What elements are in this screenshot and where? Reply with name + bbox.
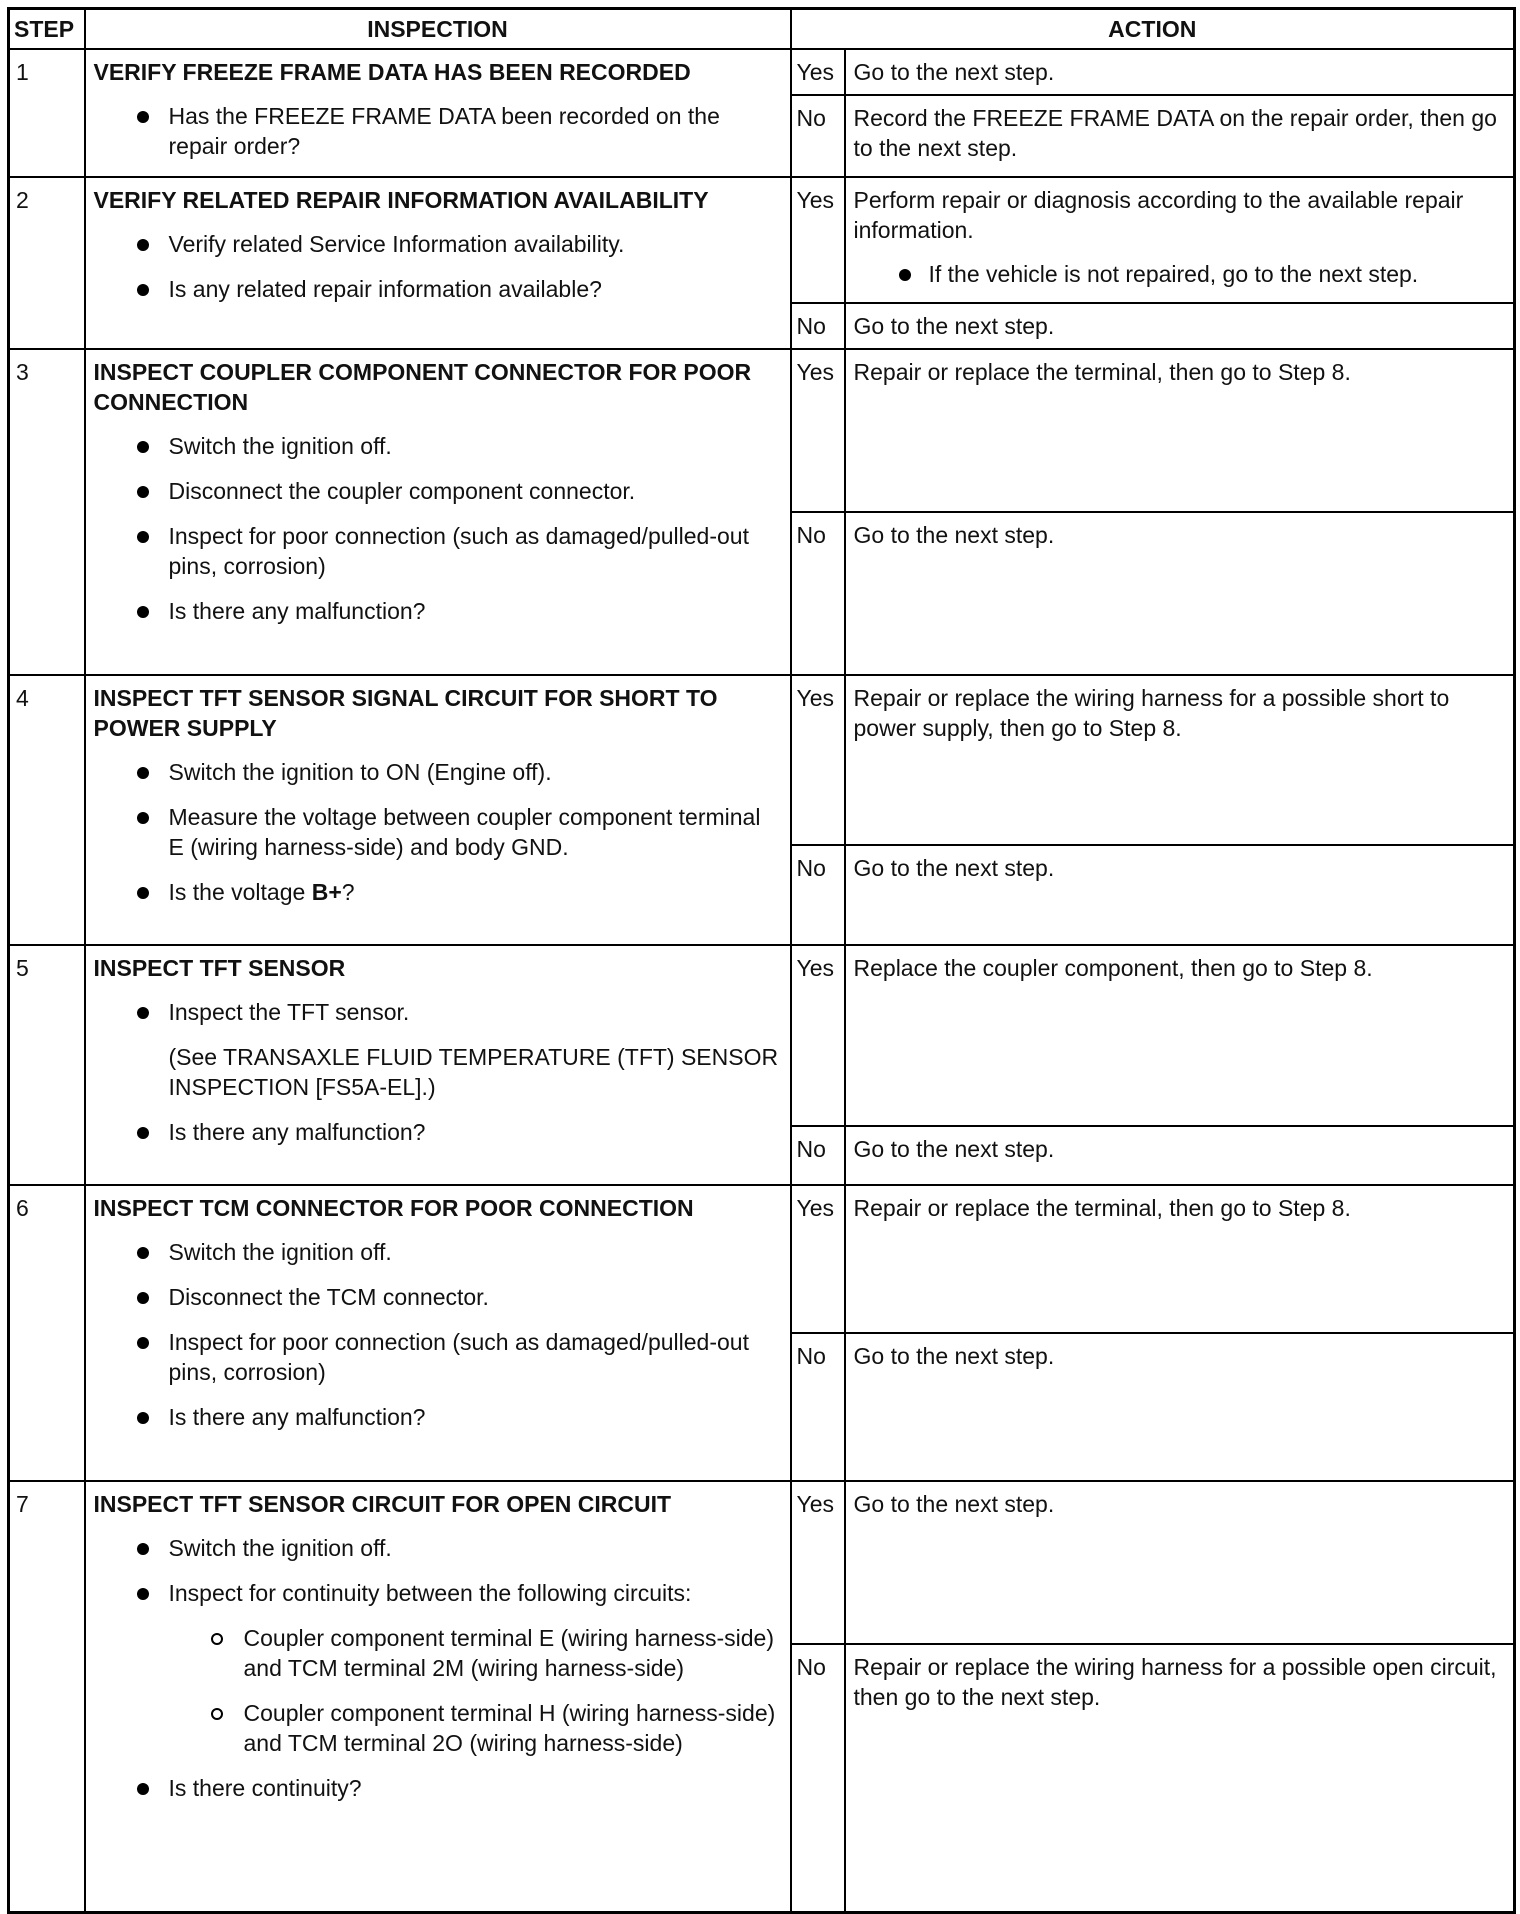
no-label: No xyxy=(791,512,845,675)
diagnostic-procedure-table-wrapper xyxy=(7,7,1513,1903)
yes-label: Yes xyxy=(791,349,845,512)
step-4-yes-row xyxy=(9,675,1515,845)
bullet-item: Has the FREEZE FRAME DATA been recorded on the repair order? xyxy=(94,101,782,161)
no-action: Go to the next step. xyxy=(845,1333,1515,1481)
no-label: No xyxy=(791,303,845,349)
step-title: VERIFY RELATED REPAIR INFORMATION AVAILABILITY xyxy=(93,187,709,213)
yes-label: Yes xyxy=(791,1185,845,1333)
step-inspection-cell xyxy=(85,1481,791,1912)
no-label: No xyxy=(791,845,845,945)
bullet-item: Disconnect the TCM connector. xyxy=(94,1282,782,1312)
sub-bullet-item: Coupler component terminal H (wiring harness-side) and TCM terminal 2O (wiring harness-side) xyxy=(94,1698,782,1758)
step-5-yes-row xyxy=(9,945,1515,1126)
step-3-yes-row xyxy=(9,349,1515,512)
bullet-item: Is there any malfunction? xyxy=(94,1402,782,1432)
step-inspection-cell xyxy=(85,945,791,1185)
step-number: 6 xyxy=(9,1185,85,1481)
step-inspection-cell xyxy=(85,177,791,349)
no-action: Repair or replace the wiring harness for a possible open circuit, then go to the next step. xyxy=(845,1644,1515,1912)
step-number: 7 xyxy=(9,1481,85,1912)
step-6-yes-row xyxy=(9,1185,1515,1333)
no-label: No xyxy=(791,1333,845,1481)
yes-action-cell xyxy=(845,177,1515,303)
action-bullet-item: If the vehicle is not repaired, go to the next step. xyxy=(854,259,1506,289)
bullet-item: Inspect for poor connection (such as damaged/pulled-out pins, corrosion) xyxy=(94,521,782,581)
step-inspection-cell xyxy=(85,349,791,675)
no-action: Go to the next step. xyxy=(845,1126,1515,1185)
step-inspection-cell xyxy=(85,675,791,945)
no-label: No xyxy=(791,1644,845,1912)
step-title: INSPECT TFT SENSOR xyxy=(93,955,346,981)
header-row xyxy=(9,9,1515,50)
step-inspection-cell xyxy=(85,1185,791,1481)
bullet-item: Inspect for poor connection (such as damaged/pulled-out pins, corrosion) xyxy=(94,1327,782,1387)
bullet-item: Switch the ignition to ON (Engine off). xyxy=(94,757,782,787)
sub-bullet-item: Coupler component terminal E (wiring harness-side) and TCM terminal 2M (wiring harness-side) xyxy=(94,1623,782,1683)
yes-action: Repair or replace the wiring harness for a possible short to power supply, then go to Step 8. xyxy=(845,675,1515,845)
bullet-item: Switch the ignition off. xyxy=(94,1237,782,1267)
step-title: INSPECT TCM CONNECTOR FOR POOR CONNECTION xyxy=(93,1195,694,1221)
bullet-item: Is there continuity? xyxy=(94,1773,782,1803)
yes-label: Yes xyxy=(791,49,845,95)
bullet-bold-value: B+ xyxy=(311,879,342,905)
bullet-item: Inspect for continuity between the following circuits: xyxy=(94,1578,782,1608)
yes-action: Go to the next step. xyxy=(845,49,1515,95)
reference-note: (See TRANSAXLE FLUID TEMPERATURE (TFT) SENSOR INSPECTION [FS5A-EL].) xyxy=(168,1044,779,1100)
bullet-item: Is any related repair information available? xyxy=(94,274,782,304)
step-number: 5 xyxy=(9,945,85,1185)
yes-label: Yes xyxy=(791,177,845,303)
step-title: INSPECT TFT SENSOR SIGNAL CIRCUIT FOR SHORT TO POWER SUPPLY xyxy=(93,685,718,741)
no-action: Go to the next step. xyxy=(845,845,1515,945)
no-label: No xyxy=(791,1126,845,1185)
step-number: 1 xyxy=(9,49,85,177)
header-step: STEP xyxy=(9,9,85,50)
step-title: INSPECT TFT SENSOR CIRCUIT FOR OPEN CIRCUIT xyxy=(93,1491,672,1517)
step-title: VERIFY FREEZE FRAME DATA HAS BEEN RECORDED xyxy=(93,59,691,85)
step-1-yes-row xyxy=(9,49,1515,95)
no-action: Go to the next step. xyxy=(845,512,1515,675)
step-2-yes-row xyxy=(9,177,1515,303)
yes-action: Repair or replace the terminal, then go to Step 8. xyxy=(845,349,1515,512)
bullet-text-end: ? xyxy=(341,879,355,905)
bullet-item xyxy=(94,877,782,907)
step-number: 4 xyxy=(9,675,85,945)
no-label: No xyxy=(791,95,845,177)
bullet-item: Verify related Service Information availability. xyxy=(94,229,782,259)
yes-label: Yes xyxy=(791,675,845,845)
yes-action: Repair or replace the terminal, then go to Step 8. xyxy=(845,1185,1515,1333)
yes-label: Yes xyxy=(791,945,845,1126)
header-action: ACTION xyxy=(791,9,1515,50)
step-inspection-cell xyxy=(85,49,791,177)
diagnostic-procedure-table xyxy=(7,7,1516,1914)
step-title: INSPECT COUPLER COMPONENT CONNECTOR FOR POOR CONNECTION xyxy=(93,359,752,415)
no-action: Record the FREEZE FRAME DATA on the repair order, then go to the next step. xyxy=(845,95,1515,177)
bullet-item: Switch the ignition off. xyxy=(94,431,782,461)
no-action: Go to the next step. xyxy=(845,303,1515,349)
yes-action: Go to the next step. xyxy=(845,1481,1515,1644)
bullet-item: Disconnect the coupler component connector. xyxy=(94,476,782,506)
bullet-item: Is there any malfunction? xyxy=(94,596,782,626)
bullet-item: Switch the ignition off. xyxy=(94,1533,782,1563)
yes-action: Perform repair or diagnosis according to the available repair information. xyxy=(853,187,1464,243)
yes-label: Yes xyxy=(791,1481,845,1644)
yes-action: Replace the coupler component, then go to Step 8. xyxy=(845,945,1515,1126)
step-7-yes-row xyxy=(9,1481,1515,1644)
bullet-text: Is the voltage xyxy=(168,879,312,905)
bullet-item: Is there any malfunction? xyxy=(94,1117,782,1147)
step-number: 2 xyxy=(9,177,85,349)
bullet-item: Inspect the TFT sensor. xyxy=(94,997,782,1027)
header-inspection: INSPECTION xyxy=(85,9,791,50)
step-number: 3 xyxy=(9,349,85,675)
bullet-item: Measure the voltage between coupler component terminal E (wiring harness-side) and body GND. xyxy=(94,802,782,862)
